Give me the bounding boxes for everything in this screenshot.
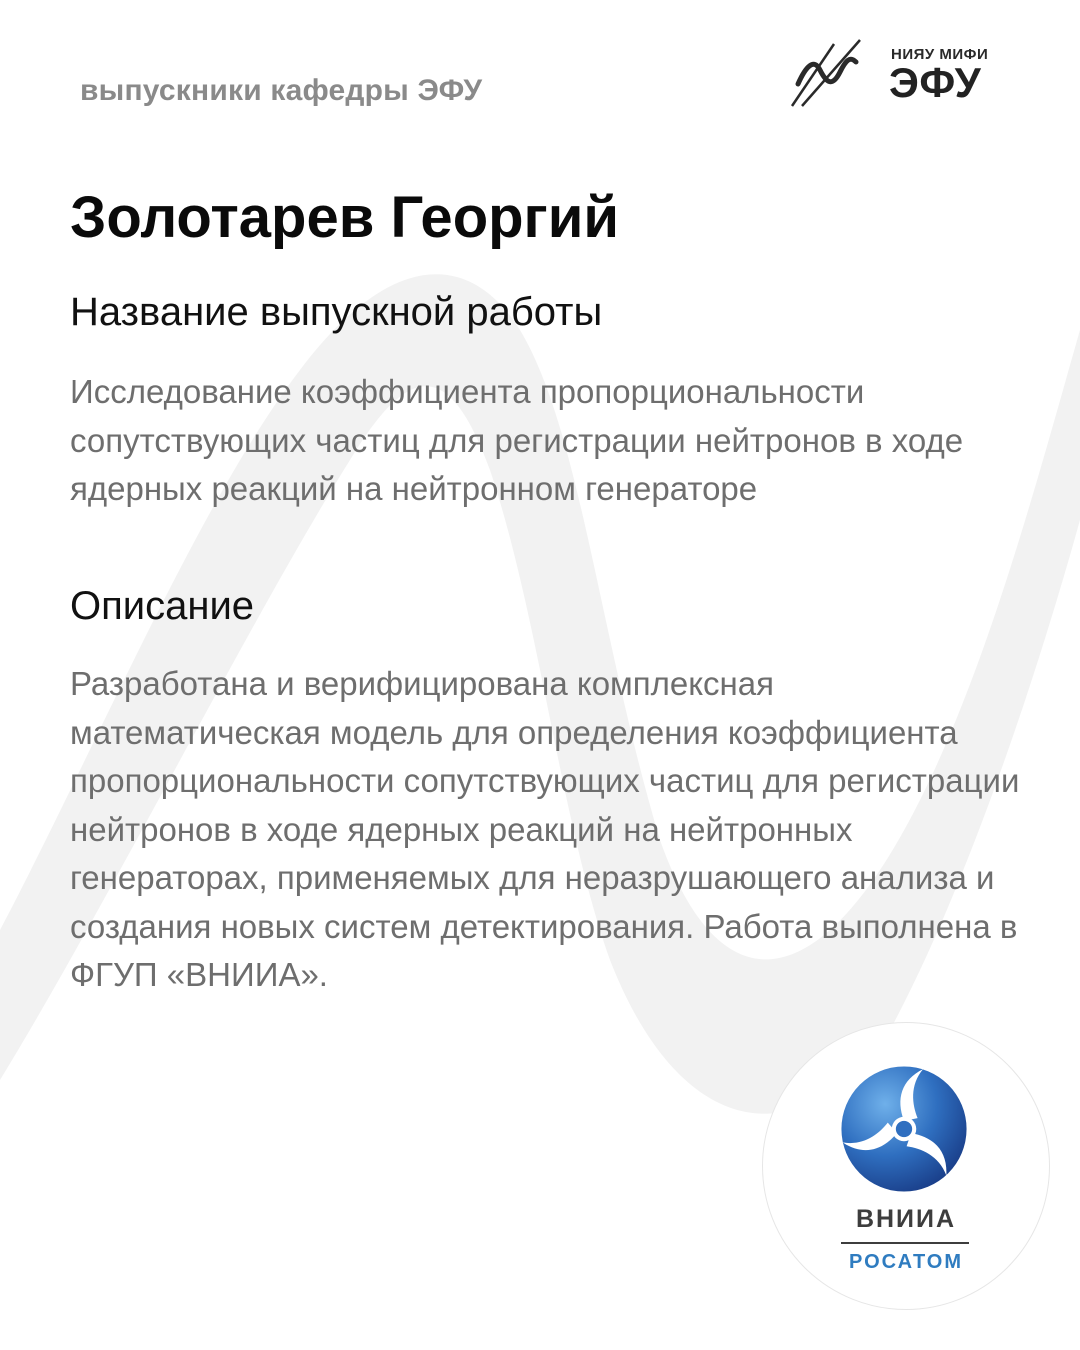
rosatom-emblem-icon xyxy=(836,1061,972,1197)
partner-subtitle: РОСАТОМ xyxy=(849,1251,963,1273)
description-heading: Описание xyxy=(70,584,255,628)
department-wave-logo-icon xyxy=(788,36,864,112)
header-caption: выпускники кафедры ЭФУ xyxy=(80,74,483,107)
brand-top-text: НИЯУ МИФИ xyxy=(891,46,989,63)
graduate-name: Золотарев Георгий xyxy=(70,185,620,250)
partner-divider xyxy=(841,1242,969,1244)
brand-main-text: ЭФУ xyxy=(889,59,982,106)
thesis-title-text: Исследование коэффициента пропорциональности сопутствующих частиц для регистрации нейтронов в ходе ядерных реакций на нейтронном генераторе xyxy=(70,373,964,507)
thesis-heading: Название выпускной работы xyxy=(70,290,603,334)
partner-name: ВНИИА xyxy=(855,1205,957,1233)
description-text: Разработана и верифицирована комплексная математическая модель для определения коэффициента пропорциональности сопутствующих частиц для регистрации нейтронов в ходе ядерных реакций на нейтронных генераторах, применяемых для неразрушающего анализа и создания новых систем детектирования. Работа выполнена в ФГУП «ВНИИА». xyxy=(70,665,1020,993)
department-logo xyxy=(788,36,1008,112)
partner-badge xyxy=(762,1022,1050,1310)
